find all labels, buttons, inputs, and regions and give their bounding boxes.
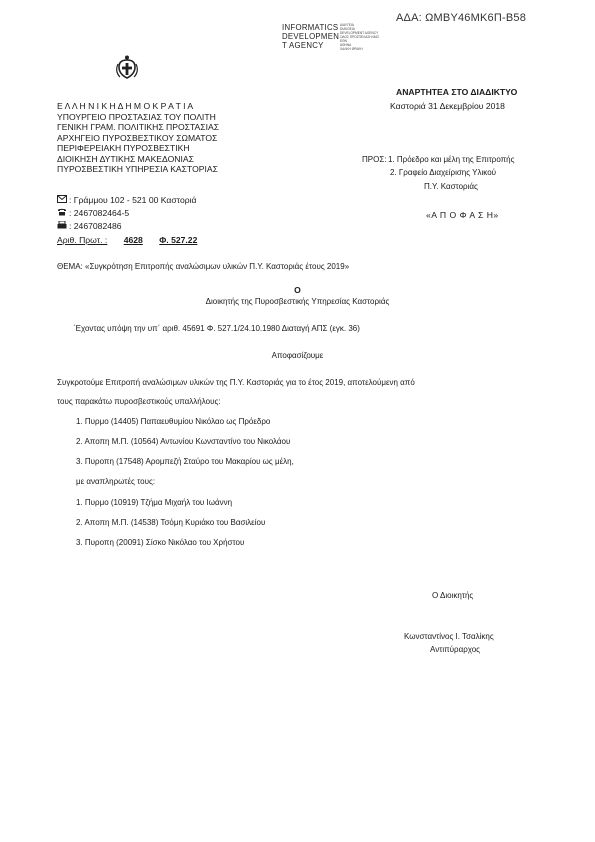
agency-small-line: ΑΘΗΝΑ (340, 43, 352, 47)
signature-title: Ο Διοικητής (432, 591, 474, 600)
recipient-line: 1. Πρόεδρο και μέλη της Επιτροπής (388, 155, 515, 164)
protocol-number: 4628 (123, 235, 143, 245)
address-line (57, 195, 197, 205)
agency-line: DEVELOPMEN (282, 32, 340, 41)
sender-line: ΥΠΟΥΡΓΕΙΟ ΠΡΟΣΤΑΣΙΑΣ ΤΟΥ ΠΟΛΙΤΗ (57, 111, 216, 122)
sender-line: ΔΙΟΙΚΗΣΗ ΔΥΤΙΚΗΣ ΜΑΚΕΔΟΝΙΑΣ (57, 153, 194, 164)
substitute-item: 1. Πυρμο (10919) Τζήμα Μιχαήλ του Ιωάννη (76, 498, 233, 507)
agency-small-line: DEVELOPMENT AGENCY (340, 31, 379, 35)
sender-line: ΓΕΝΙΚΗ ΓΡΑΜ. ΠΟΛΙΤΙΚΗΣ ΠΡΟΣΤΑΣΙΑΣ (57, 122, 220, 132)
recipients-label: ΠΡΟΣ: (362, 155, 387, 164)
agency-small-line: ΔΙΑΥΓΕΙΑ (340, 23, 354, 27)
decision-heading: «Α Π Ο Φ Α Σ Η» (426, 210, 499, 220)
considering-line: ΄Εχοντας υπόψη την υπ΄ αριθ. 45691 Φ. 527.1/24.10.1980 Διαταγή ΑΠΣ (εγκ. 36) (73, 324, 360, 333)
agency-line: T AGENCY (282, 41, 324, 50)
member-item: 2. Αποπη Μ.Π. (10564) Αντωνίου Κωνσταντίνο του Νικολάου (76, 437, 291, 446)
ada-code: ΑΔΑ: ΩΜΒΥ46ΜΚ6Π-Β58 (396, 12, 527, 24)
posted-online-label: ΑΝΑΡΤΗΤΕΑ ΣΤΟ ΔΙΑΔΙΚΤΥΟ (396, 87, 518, 97)
agency-small-line: ΕΘΝ (340, 39, 347, 43)
fax-line (57, 221, 122, 231)
agency-small-line: DIAVGEIA (340, 27, 355, 31)
agency-small-line: ΧΑΛΚΗ ΘΡΑΚΗ (340, 47, 363, 51)
recipient-line: Π.Υ. Καστοριάς (424, 182, 478, 191)
protocol-label: Αριθ. Πρωτ. : (57, 235, 108, 245)
body-paragraph: τους παρακάτω πυροσβεστικούς υπαλλήλους: (57, 397, 221, 406)
agency-logo-small (340, 23, 379, 51)
fax-text: : 2467082486 (69, 221, 122, 231)
commander-heading (0, 297, 595, 306)
agency-logo-text (282, 23, 339, 50)
o-text: Ο (294, 285, 301, 295)
o-heading (0, 285, 595, 295)
agency-line: INFORMATICS (282, 23, 339, 32)
commander-text: Διοικητής της Πυροσβεστικής Υπηρεσίας Καστοριάς (205, 297, 390, 306)
sender-block (57, 101, 219, 175)
fax-icon (57, 221, 69, 231)
agency-small-line: ΟΔΟΣ ΠΡΟΣΠΕΛΑΣΗ ΜΑΣ (340, 35, 380, 39)
member-item: 1. Πυρμο (14405) Παπαευθυμίου Νικόλαο ως Πρόεδρο (76, 417, 271, 426)
decide-heading (0, 351, 595, 360)
substitute-item: 3. Πυροπη (20091) Σίσκο Νικόλαο του Χρήστου (76, 538, 245, 547)
coat-of-arms-icon (114, 54, 140, 87)
telephone-icon (57, 208, 69, 218)
substitute-item: 2. Αποπη Μ.Π. (14538) Τσόμη Κυριάκο του Βασιλείου (76, 518, 266, 527)
signature-rank: Αντιπύραρχος (430, 645, 481, 654)
phone-line (57, 208, 129, 218)
subject-line: ΘΕΜΑ: «Συγκρότηση Επιτροπής αναλώσιμων υλικών Π.Υ. Καστοριάς έτους 2019» (57, 262, 350, 271)
sender-line: ΑΡΧΗΓΕΙΟ ΠΥΡΟΣΒΕΣΤΙΚΟΥ ΣΩΜΑΤΟΣ (57, 132, 218, 143)
decide-text: Αποφασίζουμε (271, 351, 324, 360)
sender-line: Ε Λ Λ Η Ν Ι Κ Η Δ Η Μ Ο Κ Ρ Α Τ Ι Α (57, 101, 194, 111)
protocol-file: Φ. 527.22 (159, 235, 198, 245)
body-paragraph: Συγκροτούμε Επιτροπή αναλώσιμων υλικών της Π.Υ. Καστοριάς για το έτος 2019, αποτελούμενη από (57, 378, 415, 387)
address-text: : Γράμμου 102 - 521 00 Καστοριά (69, 195, 197, 205)
envelope-icon (57, 195, 69, 205)
sender-line: ΠΕΡΙΦΕΡΕΙΑΚΗ ΠΥΡΟΣΒΕΣΤΙΚΗ (57, 143, 190, 153)
protocol-line (57, 235, 197, 245)
sender-line: ΠΥΡΟΣΒΕΣΤΙΚΗ ΥΠΗΡΕΣΙΑ ΚΑΣΤΟΡΙΑΣ (57, 164, 218, 174)
recipient-line: 2. Γραφείο Διαχείρισης Υλικού (390, 168, 497, 177)
phone-text: : 2467082464-5 (69, 208, 130, 218)
member-item: 3. Πυροπη (17548) Αρομπεζή Σταύρο του Μακαρίου ως μέλη, (76, 457, 294, 466)
substitutes-label: με αναπληρωτές τους: (76, 477, 156, 486)
document-date: Καστοριά 31 Δεκεμβρίου 2018 (390, 101, 505, 111)
signature-name: Κωνσταντίνος Ι. Τσαλίκης (404, 632, 494, 641)
